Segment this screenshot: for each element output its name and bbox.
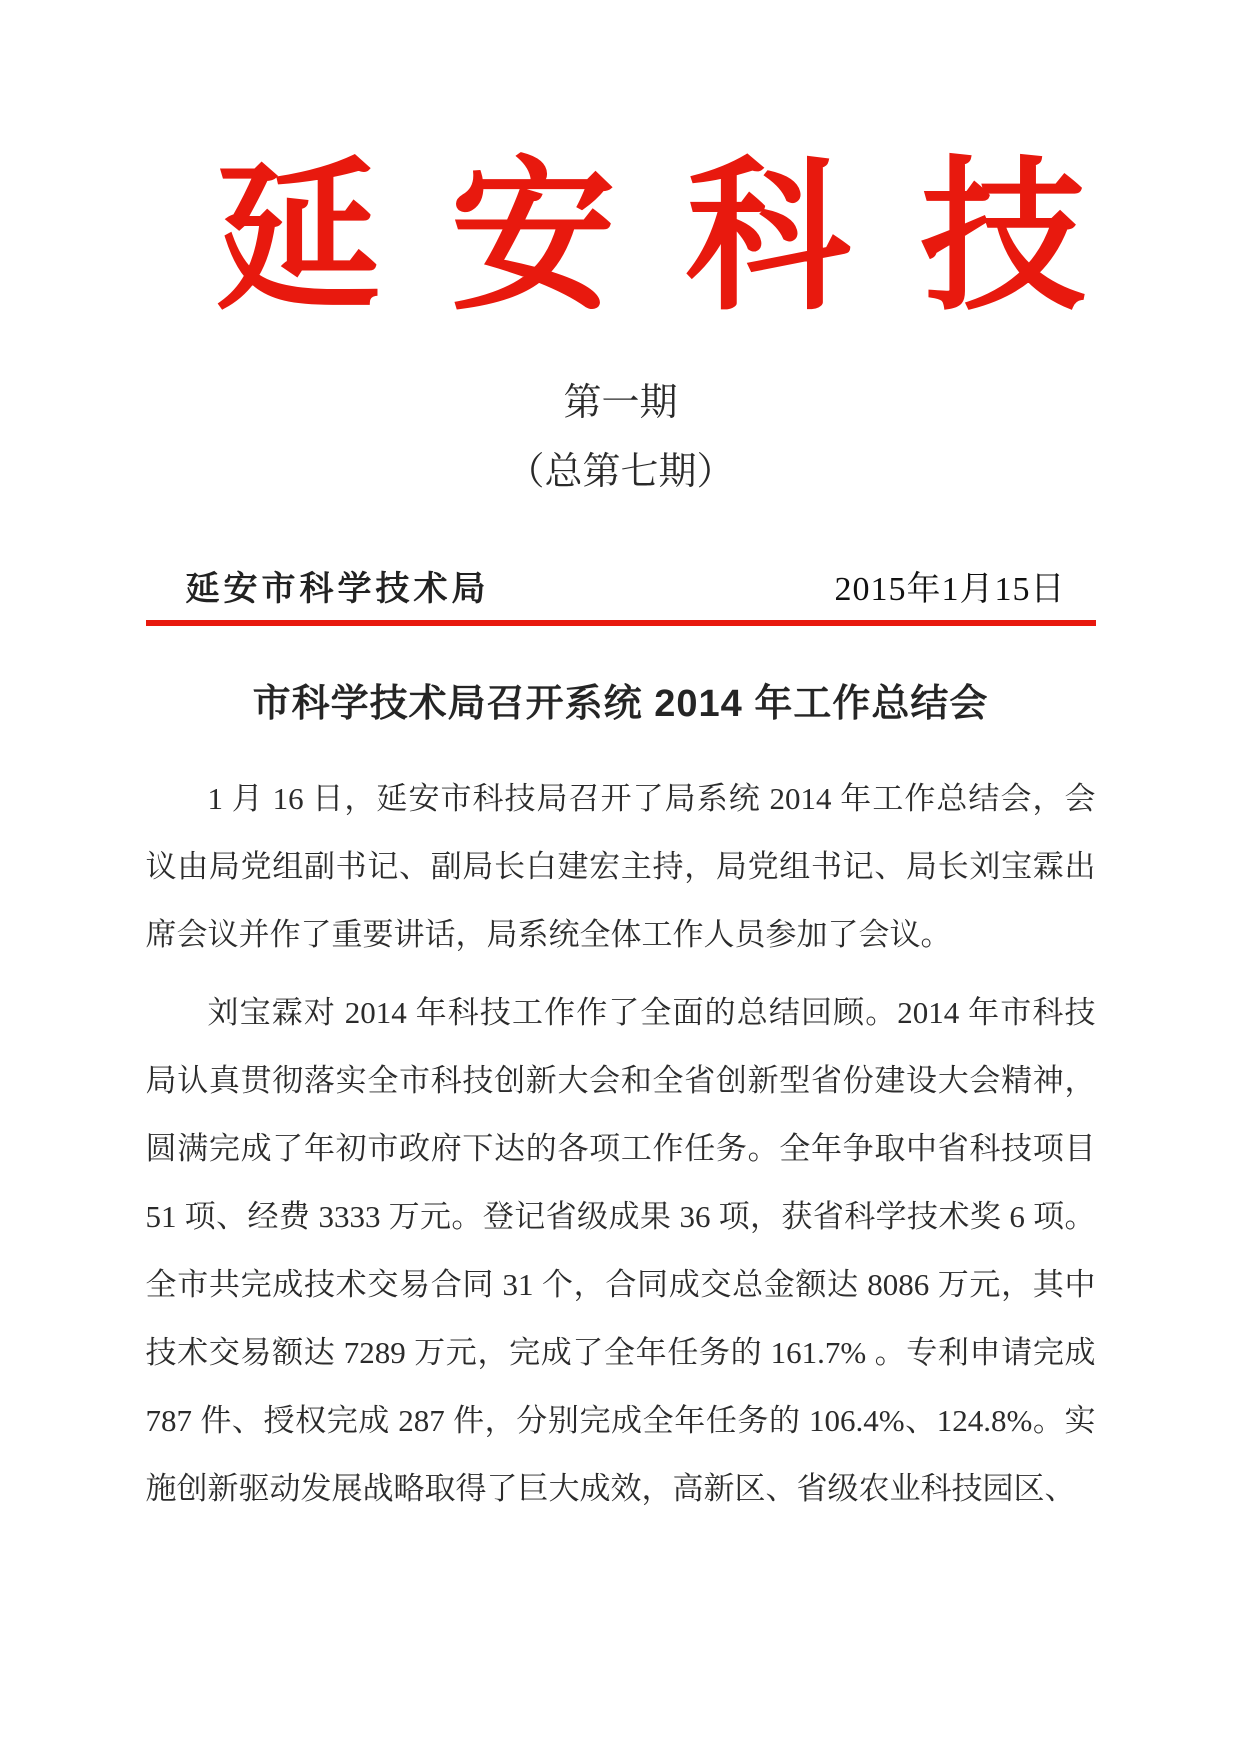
article-body <box>146 765 1096 1523</box>
masthead <box>146 0 1156 333</box>
page-content <box>145 0 1156 1523</box>
issue-number: 第一期 <box>563 382 678 425</box>
issue-total-number: （总第七期） <box>506 451 735 494</box>
article-headline: 市科学技术局召开系统 2014 年工作总结会 <box>252 683 989 726</box>
publisher-header-row <box>146 561 1096 610</box>
article-paragraph-1: 1 月 16 日，延安市科技局召开了局系统 2014 年工作总结会，会议由局党组副书记、副局长白建宏主持，局党组书记、局长刘宝霖出席会议并作了重要讲话，局系统全体工作人员参加了会议。 <box>145 781 1096 953</box>
publication-date: 2015年1月15日 <box>834 571 1066 609</box>
masthead-title: 延安科技 <box>215 139 1156 333</box>
red-divider-rule <box>146 620 1096 626</box>
article-paragraph-2: 刘宝霖对 2014 年科技工作作了全面的总结回顾。2014 年市科技局认真贯彻落实全市科技创新大会和全省创新型省份建设大会精神，圆满完成了年初市政府下达的各项工作任务。全年争取中省科技项目 51 项、经费 3333 万元。登记省级成果 36 项，获省科学技术奖 6 项。全市共完成技术交易合同 31 个，合同成交总金额达 8086 万元，其中技术交易额达 7289 万元，完成了全年任务的 161.7% 。专利申请完成 787 件、授权完成 287 件，分别完成全年任务的 106.4%、124.8%。实施创新驱动发展战略取得了巨大成效，高新区、省级农业科技园区、 <box>145 995 1096 1507</box>
publisher-organization: 延安市科学技术局 <box>185 571 490 609</box>
